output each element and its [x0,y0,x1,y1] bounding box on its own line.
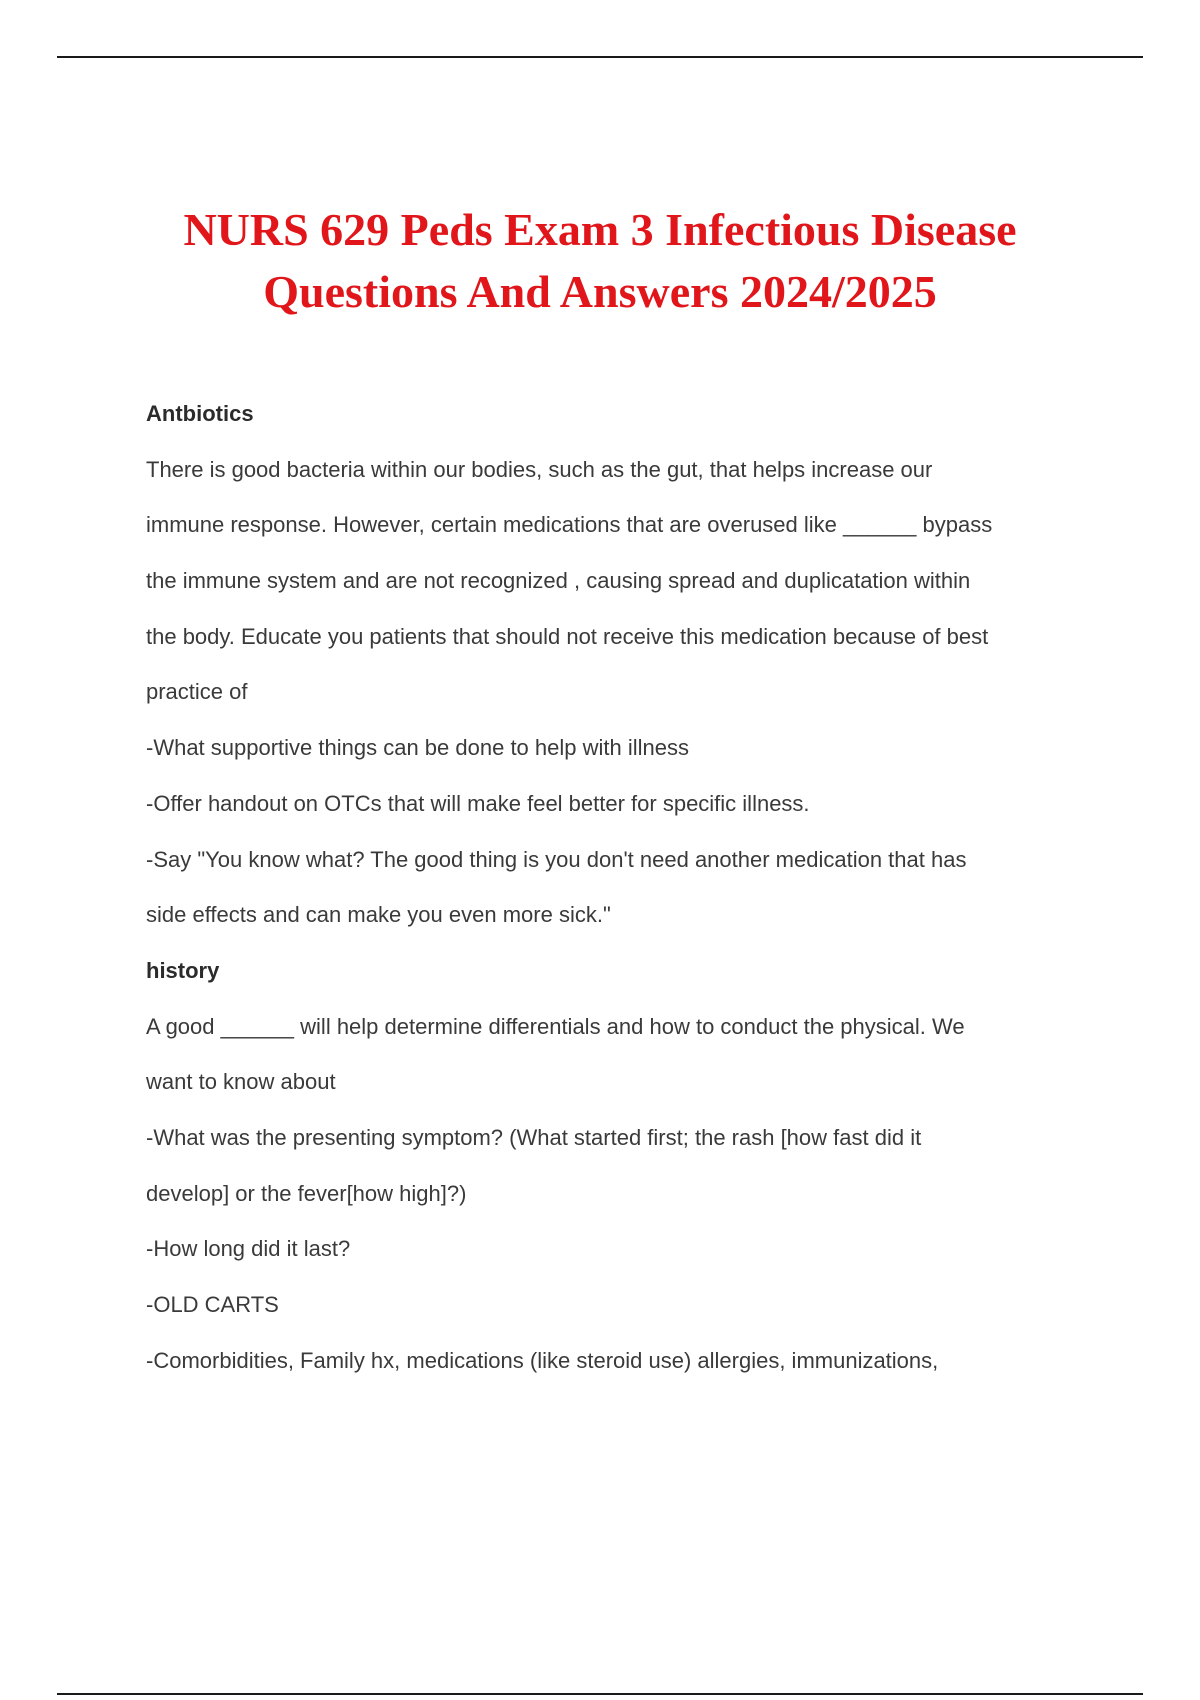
section-heading-antibiotics: Antbiotics [146,401,254,426]
body-line: side effects and can make you even more sick." [146,902,611,928]
page-title [100,199,1100,323]
title-line-1: NURS 629 Peds Exam 3 Infectious Disease [183,203,1017,255]
body-line: There is good bacteria within our bodies, such as the gut, that helps increase our [146,456,933,482]
bullet-line: -Comorbidities, Family hx, medications (like steroid use) allergies, immunizations, [146,1347,939,1373]
body-line: develop] or the fever[how high]?) [146,1180,467,1206]
body-line: the immune system and are not recognized , causing spread and duplicatation within [146,568,971,594]
top-rule [57,56,1143,58]
body-line: A good ______ will help determine differentials and how to conduct the physical. We [146,1013,965,1039]
bullet-line: -How long did it last? [146,1236,351,1262]
section-heading-history: history [146,957,220,983]
bullet-line: -Say "You know what? The good thing is you don't need another medication that has [146,846,967,872]
body-line: the body. Educate you patients that should not receive this medication because of best [146,623,989,649]
bullet-line: -OLD CARTS [146,1292,279,1317]
title-line-2: Questions And Answers 2024/2025 [263,265,937,317]
bottom-rule [57,1693,1143,1695]
body-line: immune response. However, certain medications that are overused like ______ bypass [146,512,993,538]
body-line: practice of [146,679,248,705]
bullet-line: -Offer handout on OTCs that will make feel better for specific illness. [146,790,810,816]
document-body [146,386,1086,1388]
body-line: want to know about [146,1069,336,1095]
bullet-line: -What was the presenting symptom? (What started first; the rash [how fast did it [146,1124,922,1150]
bullet-line: -What supportive things can be done to help with illness [146,735,689,761]
